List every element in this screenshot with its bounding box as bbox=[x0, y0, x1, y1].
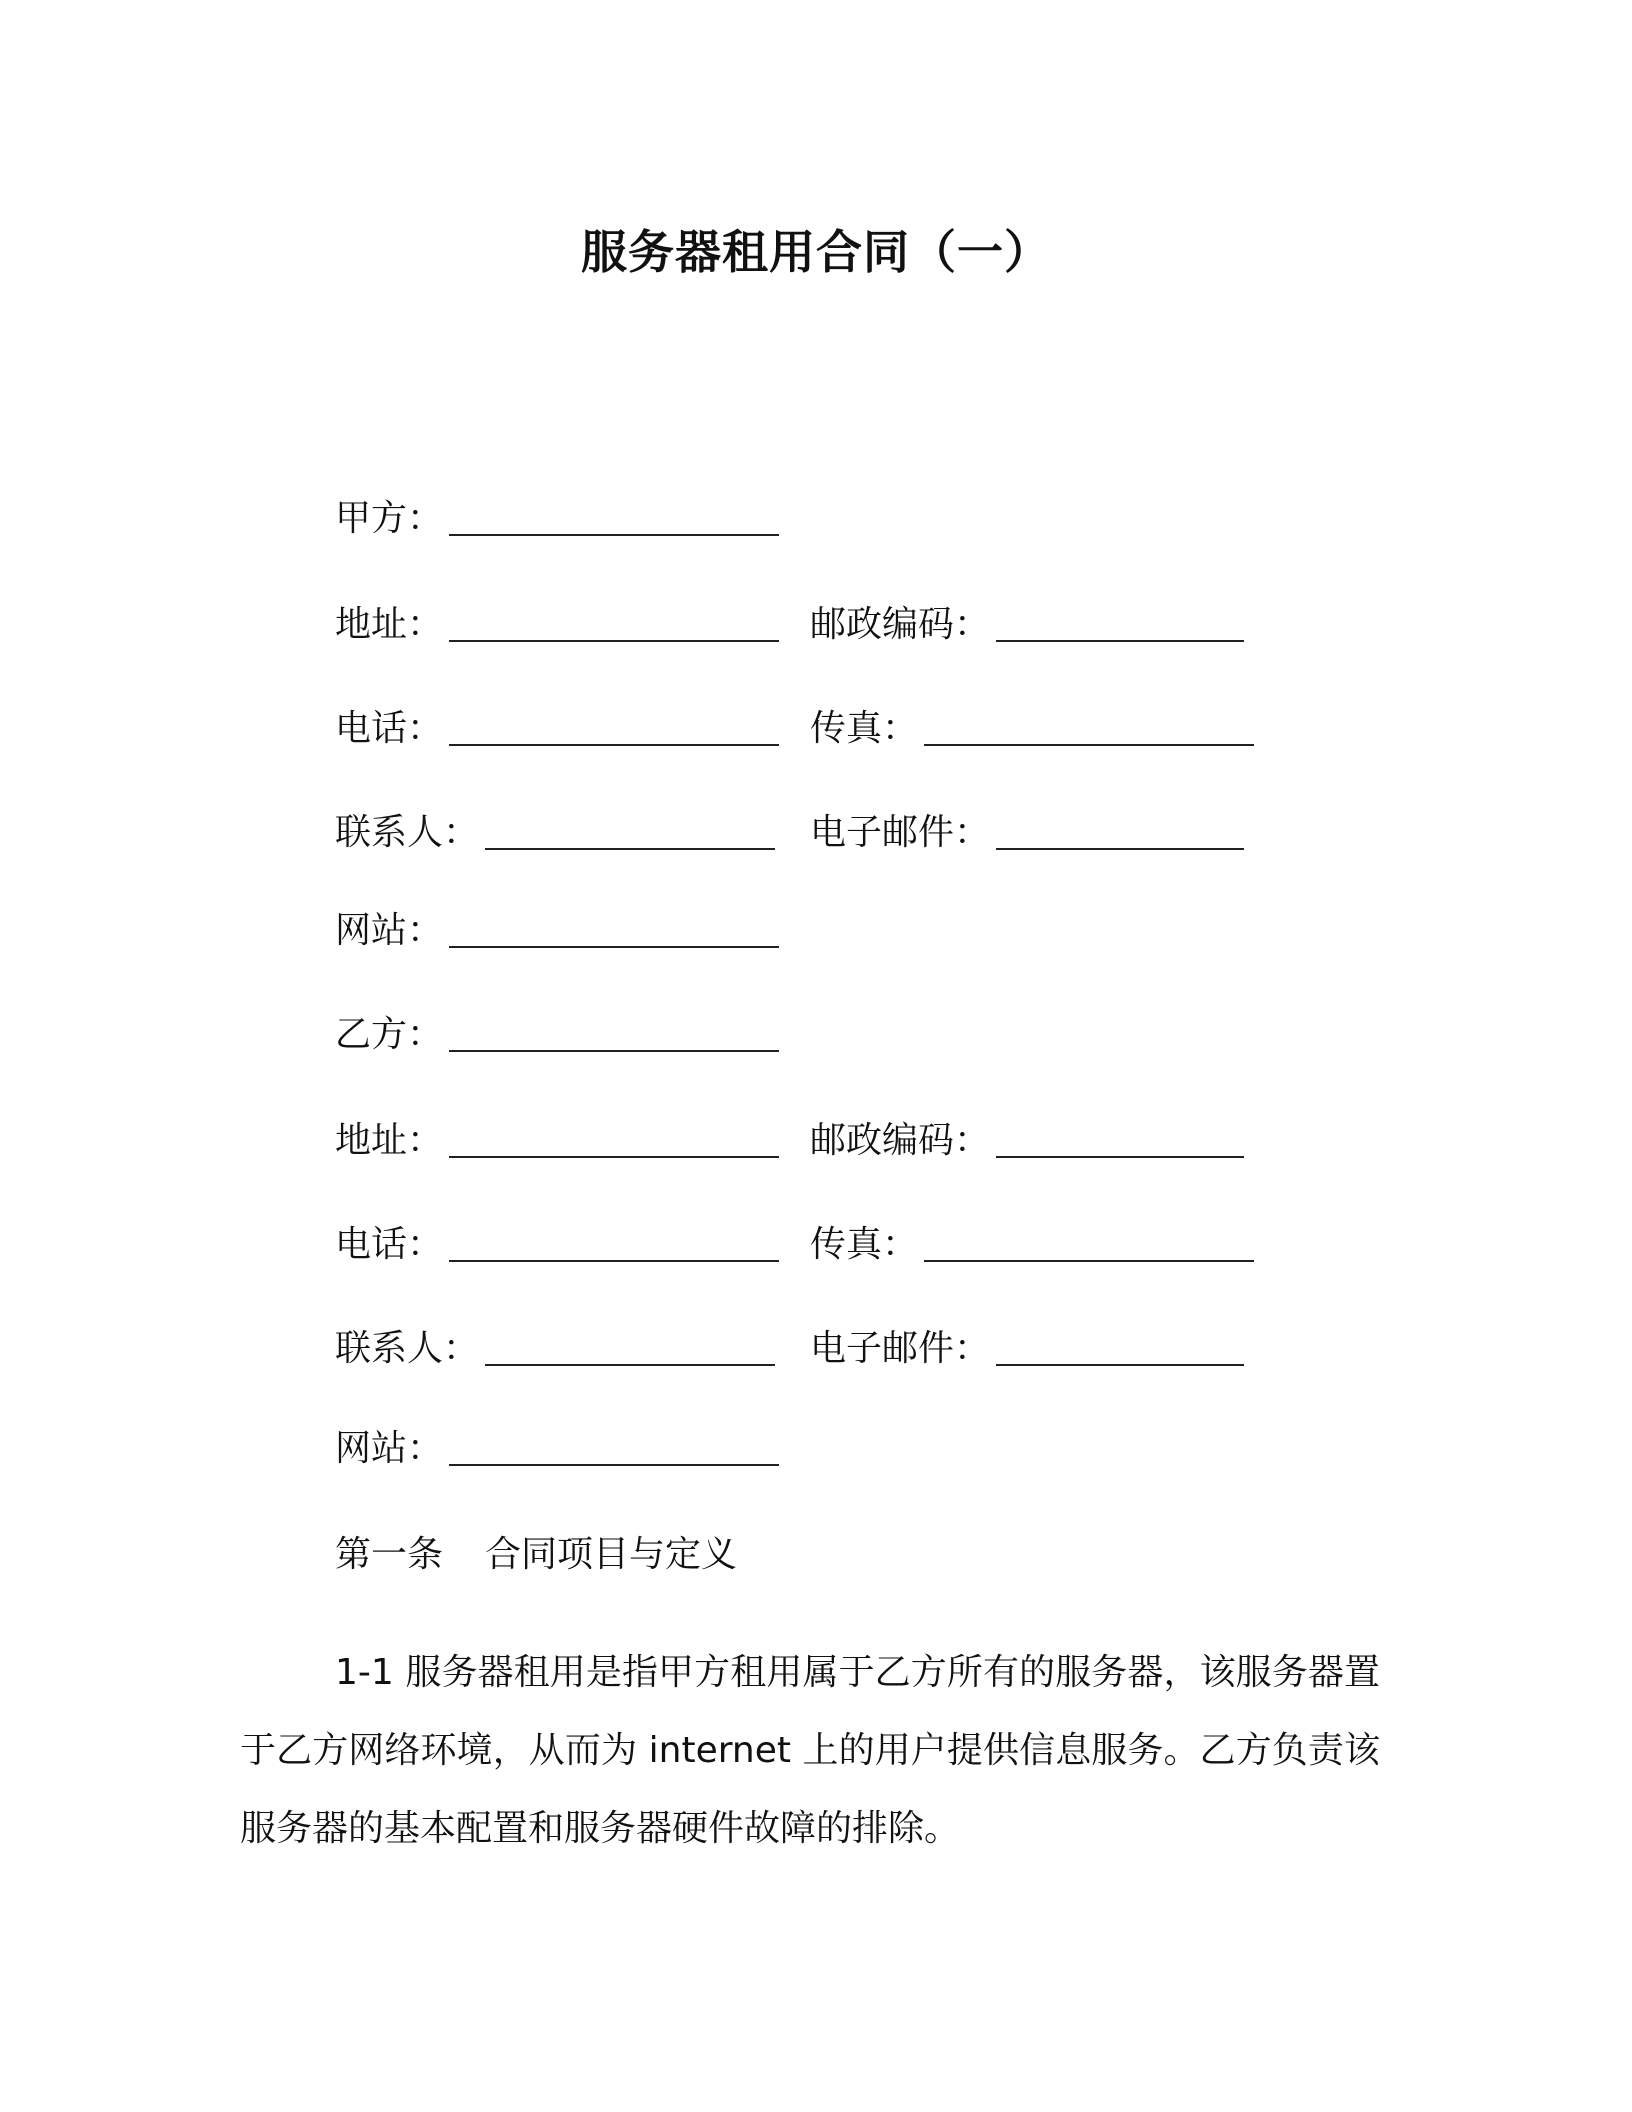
party-b-phone-blank[interactable] bbox=[449, 1220, 779, 1262]
party-b-address-row bbox=[335, 1116, 991, 1166]
party-b-phone-label: 电话： bbox=[335, 1224, 444, 1265]
party-a-phone-blank[interactable] bbox=[449, 704, 779, 746]
document-title: 服务器租用合同（一） bbox=[581, 225, 1051, 279]
party-a-email-blank[interactable] bbox=[996, 808, 1244, 850]
party-b-fax-field bbox=[810, 1220, 1254, 1270]
party-b-website-label: 网站： bbox=[335, 1428, 444, 1469]
party-a-contact-field bbox=[335, 808, 775, 858]
party-b-address-field bbox=[335, 1116, 779, 1166]
party-b-email-blank[interactable] bbox=[996, 1324, 1244, 1366]
party-a-website-row bbox=[335, 906, 779, 956]
party-a-phone-row bbox=[335, 704, 919, 754]
article-1-heading bbox=[335, 1530, 737, 1580]
party-b-phone-row bbox=[335, 1220, 919, 1270]
party-b-email-field bbox=[810, 1324, 1244, 1374]
party-a-name-field bbox=[335, 494, 779, 544]
party-a-address-label: 地址： bbox=[335, 604, 444, 645]
party-b-postcode-blank[interactable] bbox=[996, 1116, 1244, 1158]
party-b-name-blank[interactable] bbox=[449, 1010, 779, 1052]
party-a-contact-row bbox=[335, 808, 991, 858]
party-b-fax-blank[interactable] bbox=[924, 1220, 1254, 1262]
party-a-fax-blank[interactable] bbox=[924, 704, 1254, 746]
party-b-contact-label: 联系人： bbox=[335, 1328, 480, 1369]
party-a-postcode-field bbox=[810, 600, 1244, 650]
party-b-name-field bbox=[335, 1010, 779, 1060]
article-1-title: 合同项目与定义 bbox=[485, 1534, 738, 1575]
party-b-address-blank[interactable] bbox=[449, 1116, 779, 1158]
party-a-contact-label: 联系人： bbox=[335, 812, 480, 853]
party-a-fax-label: 传真： bbox=[810, 708, 919, 749]
party-a-fax-field bbox=[810, 704, 1254, 754]
clause-1-1: 1-1 服务器租用是指甲方租用属于乙方所有的服务器，该服务器置于乙方网络环境，从而为 internet 上的用户提供信息服务。乙方负责该服务器的基本配置和服务器硬件故障的排除。 bbox=[240, 1652, 1380, 1849]
party-b-postcode-label: 邮政编码： bbox=[810, 1120, 991, 1161]
party-a-email-field bbox=[810, 808, 1244, 858]
party-b-website-row bbox=[335, 1424, 779, 1474]
party-b-name-row bbox=[335, 1010, 779, 1060]
party-a-website-label: 网站： bbox=[335, 910, 444, 951]
party-a-phone-field bbox=[335, 704, 779, 754]
party-a-postcode-label: 邮政编码： bbox=[810, 604, 991, 645]
party-b-email-label: 电子邮件： bbox=[810, 1328, 991, 1369]
party-b-address-label: 地址： bbox=[335, 1120, 444, 1161]
party-a-name-label: 甲方： bbox=[335, 498, 444, 539]
party-a-address-blank[interactable] bbox=[449, 600, 779, 642]
party-b-contact-blank[interactable] bbox=[485, 1324, 775, 1366]
party-b-contact-row bbox=[335, 1324, 991, 1374]
party-b-website-field bbox=[335, 1424, 779, 1474]
party-b-fax-label: 传真： bbox=[810, 1224, 919, 1265]
party-a-address-field bbox=[335, 600, 779, 650]
party-a-postcode-blank[interactable] bbox=[996, 600, 1244, 642]
article-1-number: 第一条 bbox=[335, 1534, 444, 1575]
party-a-email-label: 电子邮件： bbox=[810, 812, 991, 853]
party-a-website-field bbox=[335, 906, 779, 956]
party-a-name-blank[interactable] bbox=[449, 494, 779, 536]
party-b-phone-field bbox=[335, 1220, 779, 1270]
party-a-website-blank[interactable] bbox=[449, 906, 779, 948]
party-b-contact-field bbox=[335, 1324, 775, 1374]
party-b-postcode-field bbox=[810, 1116, 1244, 1166]
party-a-contact-blank[interactable] bbox=[485, 808, 775, 850]
party-a-name-row bbox=[335, 494, 779, 544]
party-a-phone-label: 电话： bbox=[335, 708, 444, 749]
party-a-address-row bbox=[335, 600, 991, 650]
party-b-name-label: 乙方： bbox=[335, 1014, 444, 1055]
party-b-website-blank[interactable] bbox=[449, 1424, 779, 1466]
